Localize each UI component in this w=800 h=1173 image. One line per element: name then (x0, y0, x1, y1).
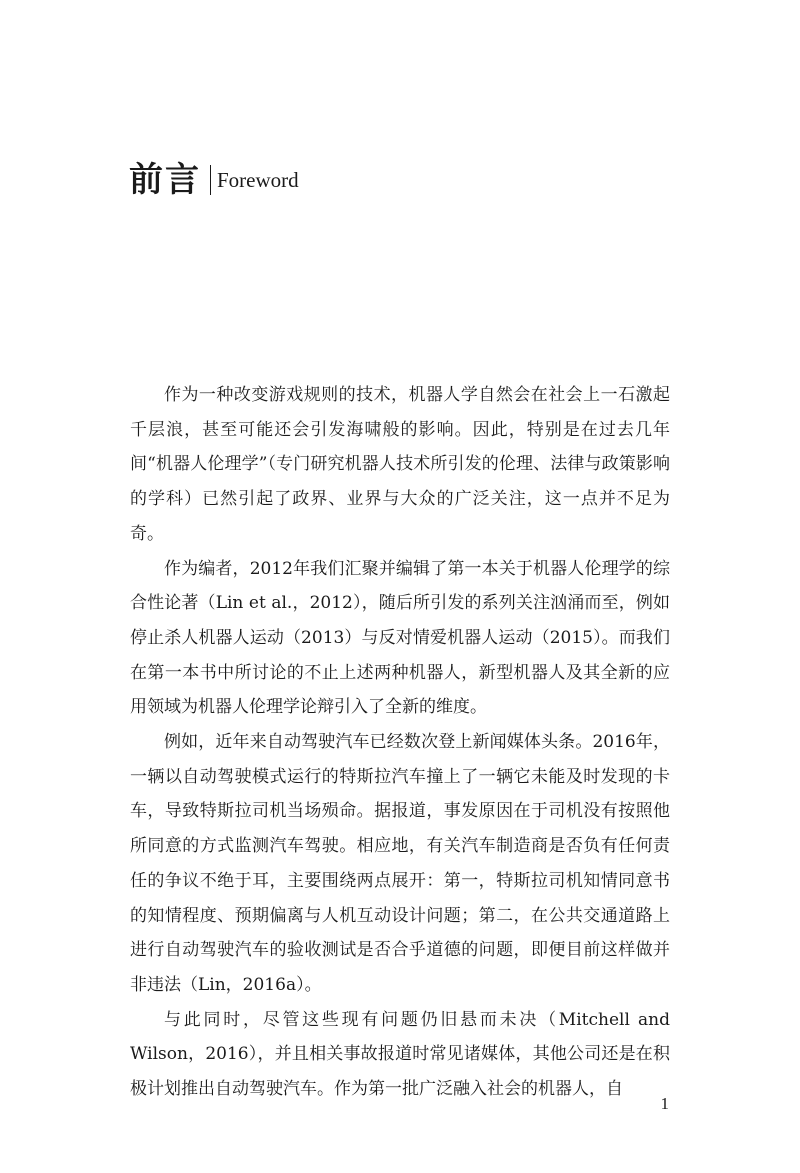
heading-title-english: Foreword (217, 168, 299, 192)
body-text (130, 378, 670, 1107)
paragraph-4: 与此同时，尽管这些现有问题仍旧悬而未决（Mitchell and Wilson，2016），并且相关事故报道时常见诸媒体，其他公司还是在积极计划推出自动驾驶汽车。作为第一批广泛融入社会的机器人，自 (130, 1009, 670, 1100)
heading-divider (210, 165, 211, 195)
paragraph-1: 作为一种改变游戏规则的技术，机器人学自然会在社会上一石激起千层浪，甚至可能还会引发海啸般的影响。因此，特别是在过去几年间“机器人伦理学”（专门研究机器人技术所引发的伦理、法律与政策影响的学科）已然引起了政界、业界与大众的广泛关注，这一点并不足为奇。 (130, 385, 670, 544)
page-number: 1 (660, 1094, 669, 1113)
heading-title-chinese: 前言 (129, 160, 201, 200)
paragraph-3: 例如，近年来自动驾驶汽车已经数次登上新闻媒体头条。2016年，一辆以自动驾驶模式运行的特斯拉汽车撞上了一辆它未能及时发现的卡车，导致特斯拉司机当场殒命。据报道，事发原因在于司机没有按照他所同意的方式监测汽车驾驶。相应地，有关汽车制造商是否负有任何责任的争议不绝于耳，主要围绕两点展开：第一，特斯拉司机知情同意书的知情程度、预期偏离与人机互动设计问题；第二，在公共交通道路上进行自动驾驶汽车的验收测试是否合乎道德的问题，即便目前这样做并非违法（Lin，2016a）。 (130, 732, 670, 995)
paragraph-2: 作为编者，2012年我们汇聚并编辑了第一本关于机器人伦理学的综合性论著（Lin et al.，2012），随后所引发的系列关注汹涌而至，例如停止杀人机器人运动（2013）与反对情爱机器人运动（2015）。而我们在第一本书中所讨论的不止上述两种机器人，新型机器人及其全新的应用领域为机器人伦理学论辩引入了全新的维度。 (130, 558, 670, 718)
chapter-heading (129, 160, 299, 200)
